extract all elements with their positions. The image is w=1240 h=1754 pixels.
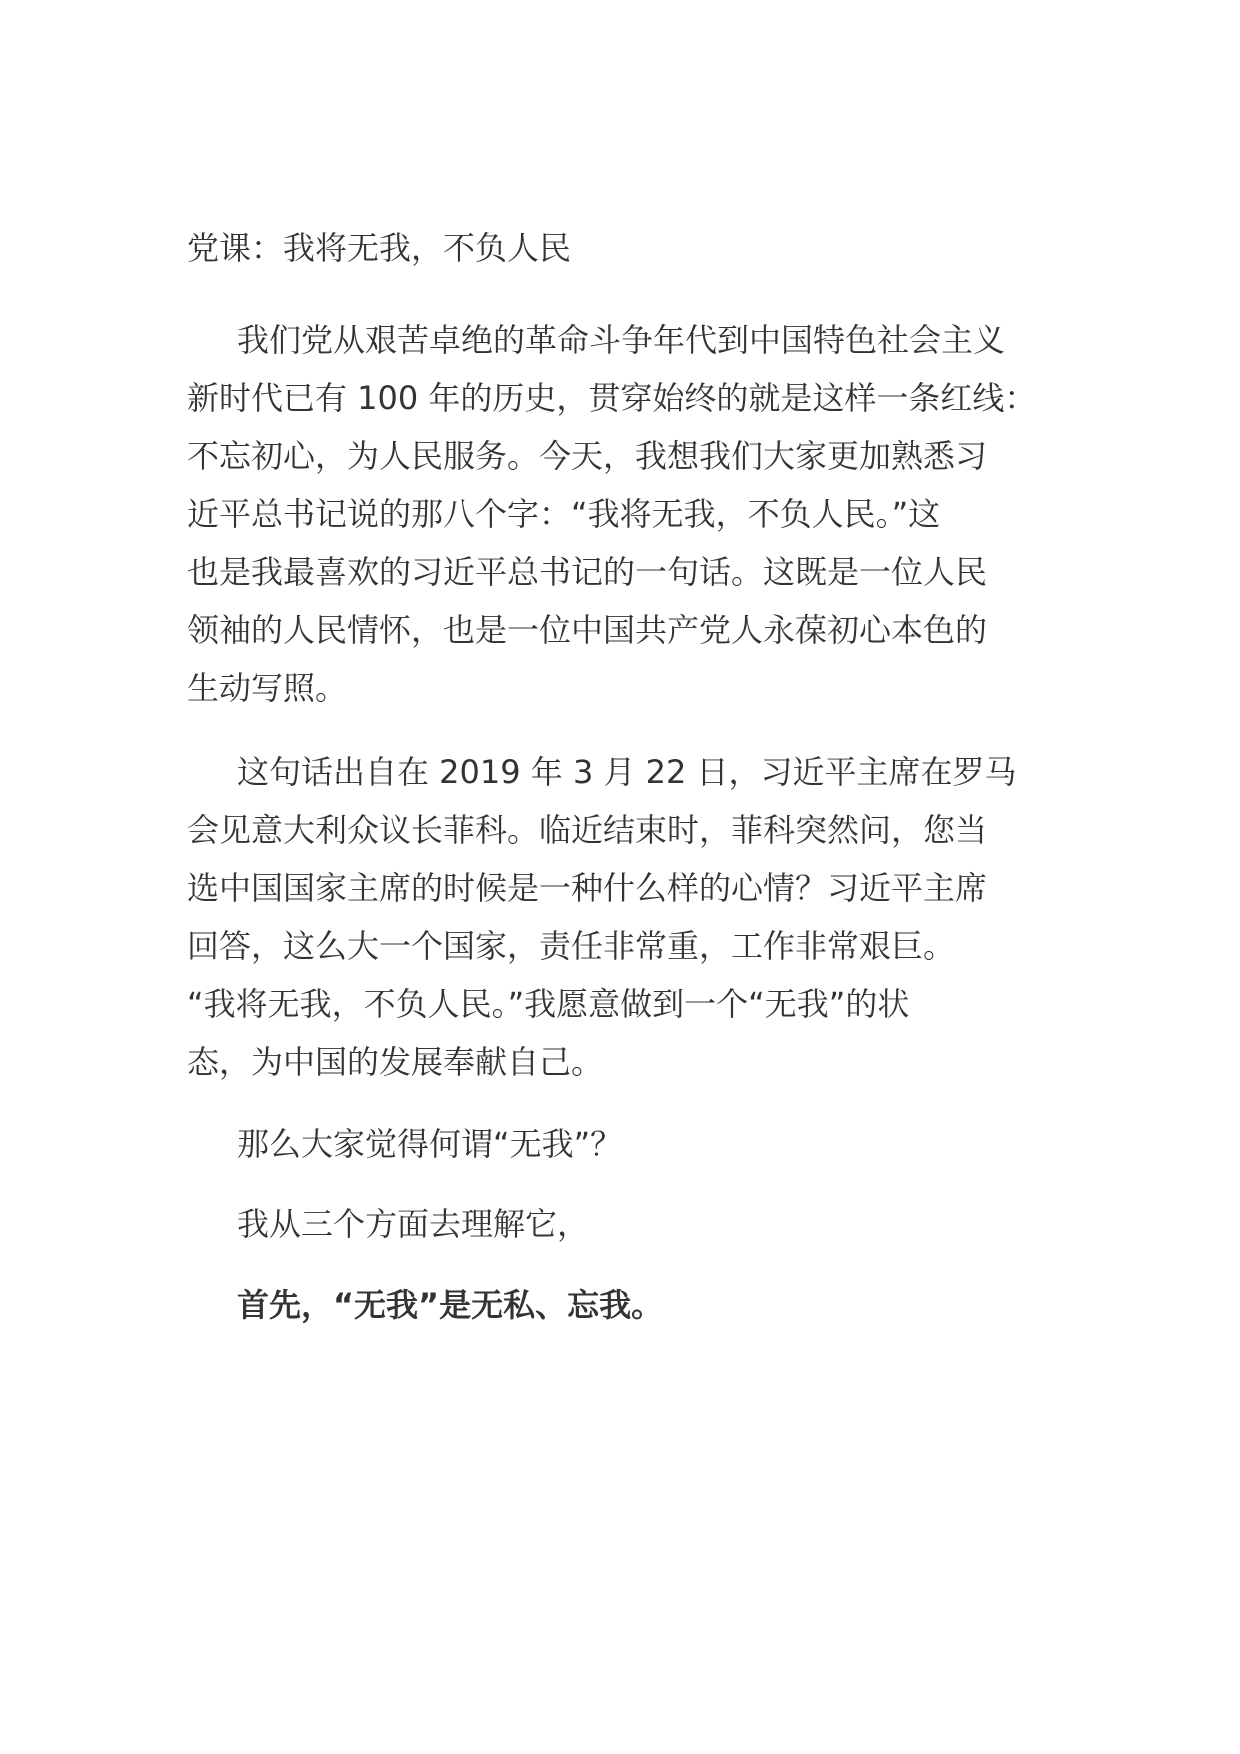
paragraph-1-line: 我们党从艰苦卓绝的革命斗争年代到中国特色社会主义 <box>237 321 1006 359</box>
paragraph-4: 我从三个方面去理解它， <box>237 1205 590 1243</box>
paragraph-2-line: 态，为中国的发展奉献自己。 <box>187 1043 604 1081</box>
paragraph-2-line: 会见意大利众议长菲科。临近结束时，菲科突然问，您当 <box>187 811 988 849</box>
document-title: 党课：我将无我，不负人民 <box>187 229 572 267</box>
section-heading-first: 首先，“无我”是无私、忘我。 <box>237 1286 664 1324</box>
paragraph-2-line: 选中国国家主席的时候是一种什么样的心情？习近平主席 <box>187 869 988 907</box>
paragraph-2-line: 回答，这么大一个国家，责任非常重，工作非常艰巨。 <box>187 927 956 965</box>
paragraph-1-line: 新时代已有 100 年的历史，贯穿始终的就是这样一条红线： <box>187 379 1037 417</box>
paragraph-1-line: 也是我最喜欢的习近平总书记的一句话。这既是一位人民 <box>187 553 988 591</box>
paragraph-3: 那么大家觉得何谓“无我”？ <box>237 1125 623 1163</box>
paragraph-1-line: 生动写照。 <box>187 669 348 707</box>
paragraph-1-line: 领袖的人民情怀，也是一位中国共产党人永葆初心本色的 <box>187 611 988 649</box>
paragraph-1-line: 近平总书记说的那八个字：“我将无我，不负人民。”这 <box>187 495 941 533</box>
paragraph-1-line: 不忘初心，为人民服务。今天，我想我们大家更加熟悉习 <box>187 437 988 475</box>
paragraph-2-line: “我将无我，不负人民。”我愿意做到一个“无我”的状 <box>187 985 910 1023</box>
paragraph-2-line: 这句话出自在 2019 年 3 月 22 日，习近平主席在罗马 <box>237 753 1017 791</box>
